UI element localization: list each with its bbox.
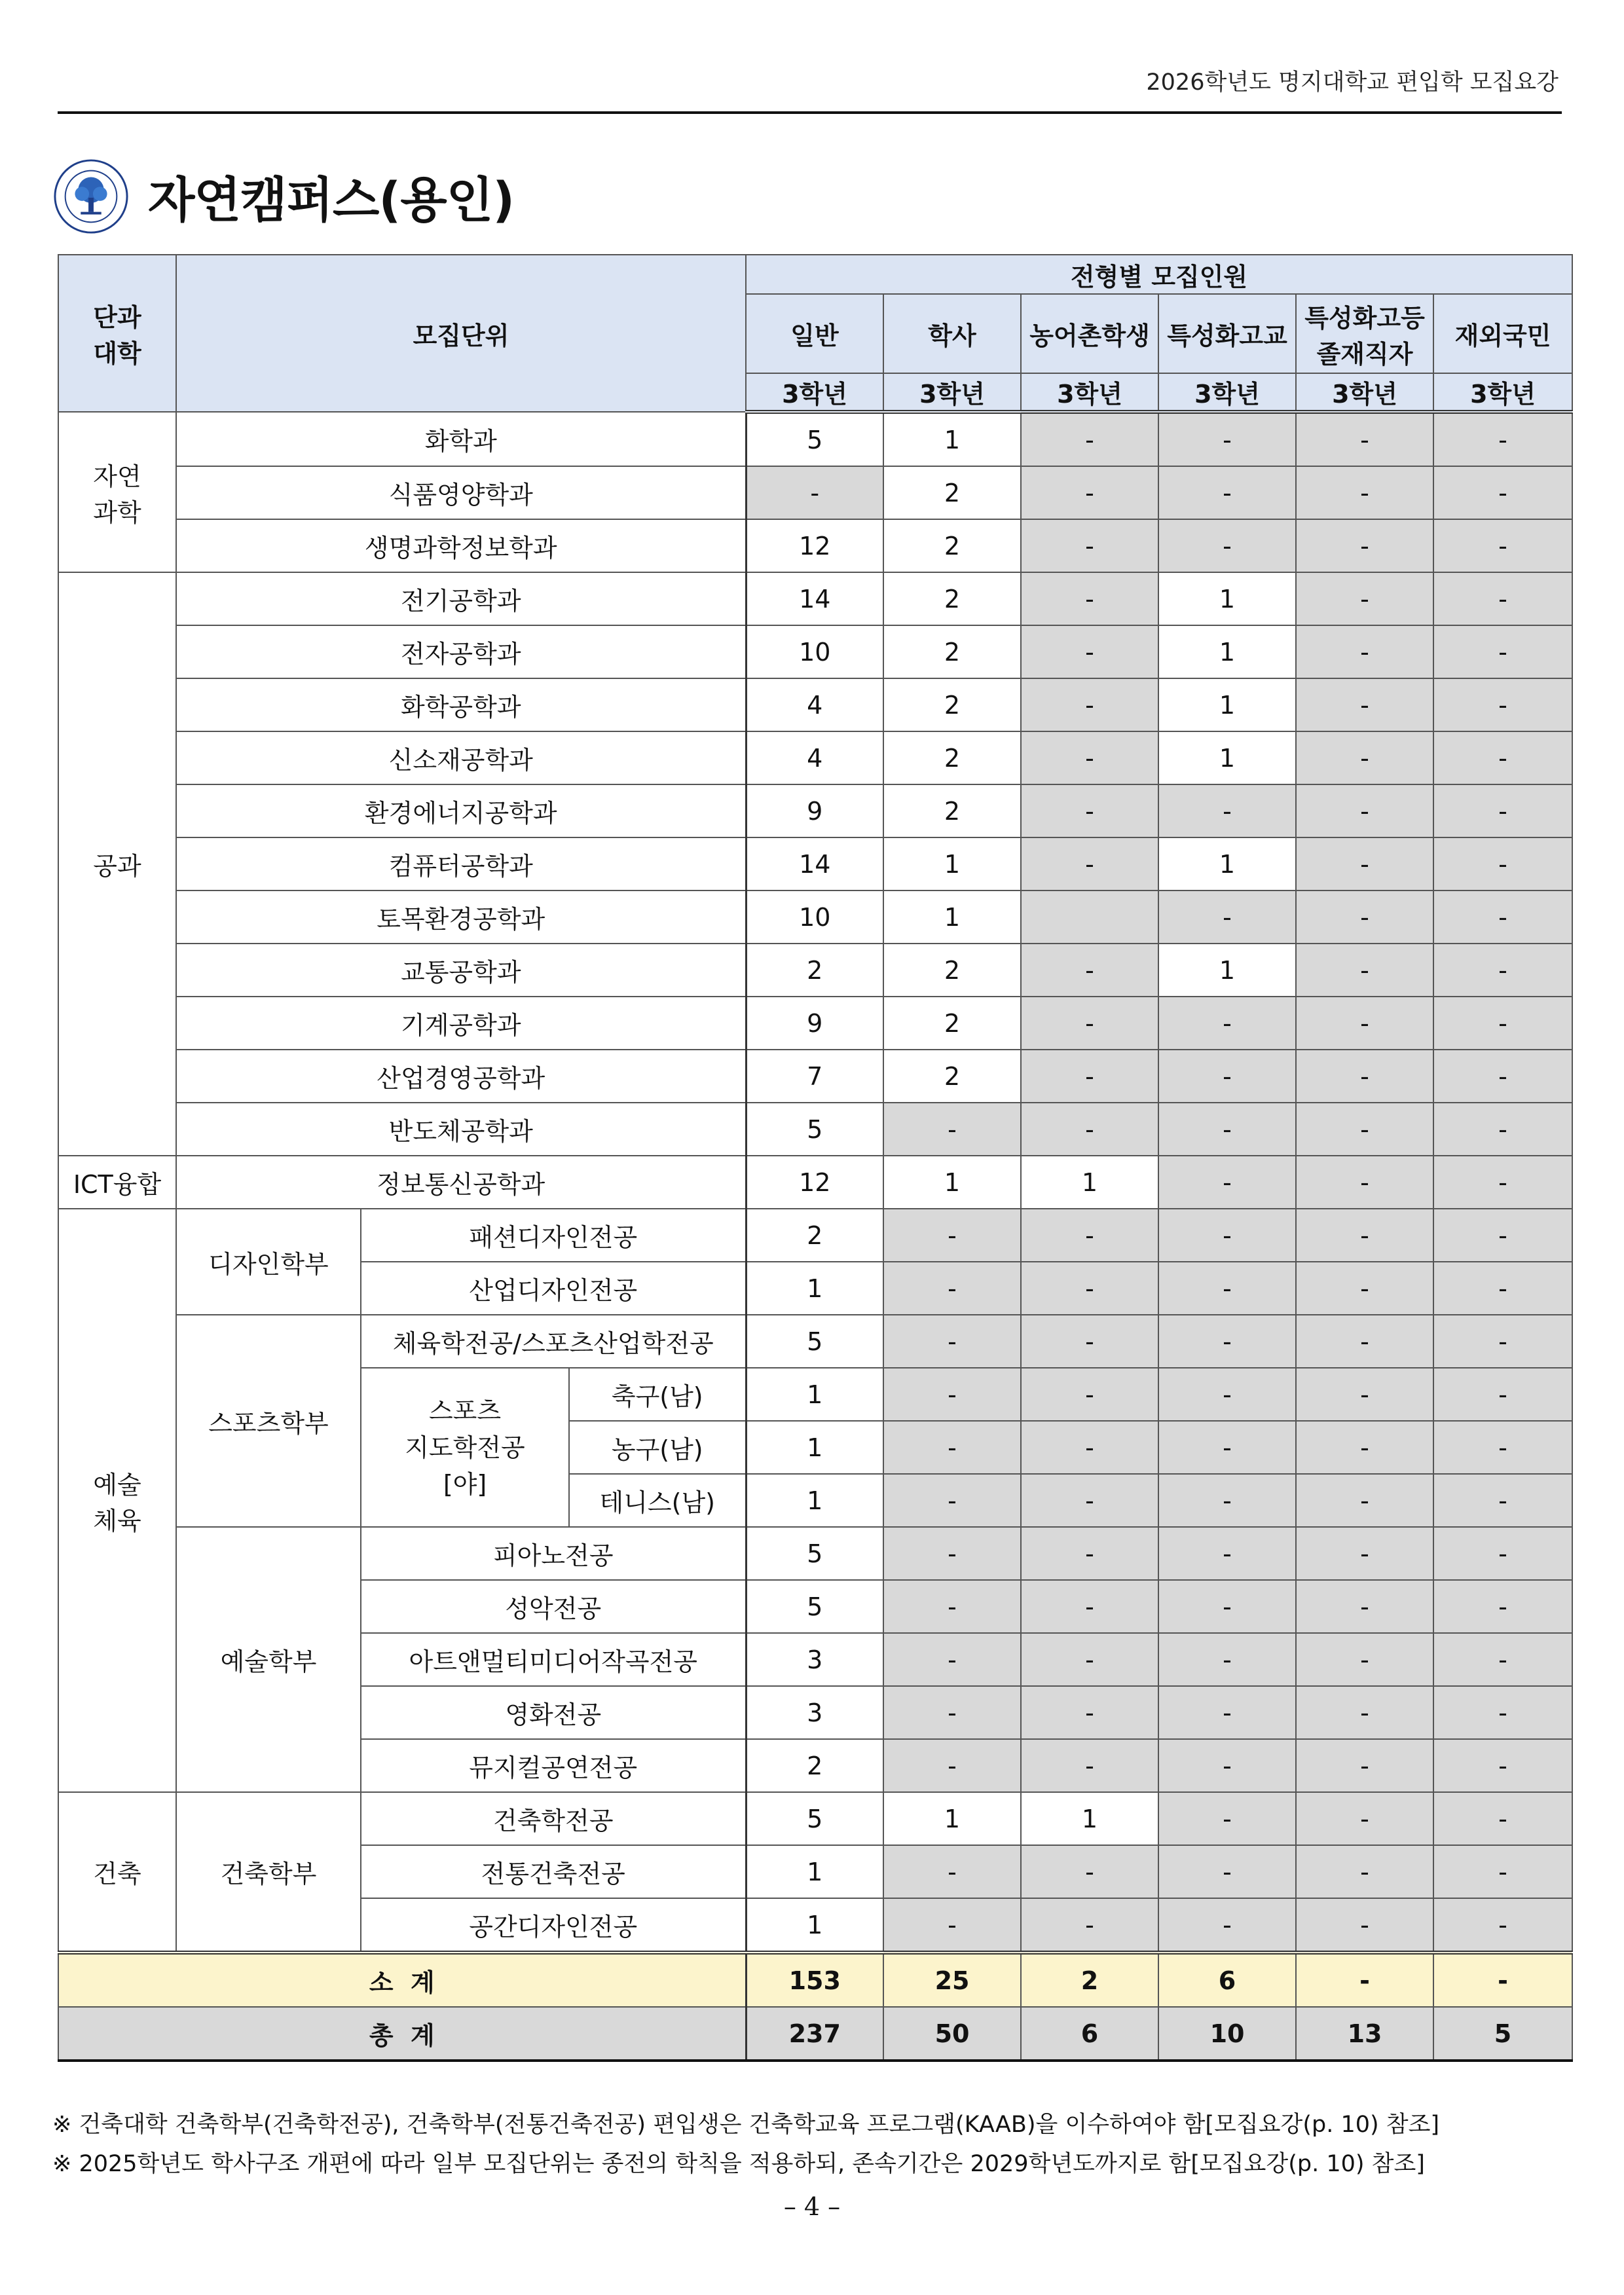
value-cell: - — [1158, 1315, 1296, 1368]
unit-cell: 공간디자인전공 — [361, 1898, 746, 1953]
value-cell: - — [1433, 1156, 1572, 1209]
school-cell: 건축학부 — [176, 1792, 361, 1953]
header-type: 농어촌학생 — [1021, 294, 1158, 373]
value-cell: 1 — [883, 1792, 1021, 1845]
header-type: 학사 — [883, 294, 1021, 373]
value-cell: - — [1433, 1315, 1572, 1368]
unit-cell: 컴퓨터공학과 — [176, 837, 746, 890]
unit-cell: 건축학전공 — [361, 1792, 746, 1845]
value-cell: 5 — [746, 412, 883, 466]
value-cell: - — [1158, 519, 1296, 572]
value-cell: - — [883, 1898, 1021, 1953]
value-cell: - — [1296, 1527, 1433, 1580]
value-cell: - — [1296, 572, 1433, 625]
title-row — [52, 151, 514, 242]
value-cell: - — [1158, 1156, 1296, 1209]
value-cell: 1 — [1158, 625, 1296, 678]
unit-cell: 신소재공학과 — [176, 731, 746, 784]
table-row — [58, 1792, 1572, 1845]
value-cell: - — [1021, 519, 1158, 572]
value-cell: - — [1158, 1368, 1296, 1421]
unit-cell: 생명과학정보학과 — [176, 519, 746, 572]
header-year: 3학년 — [1158, 373, 1296, 412]
table-row — [58, 784, 1572, 837]
value-cell: - — [1021, 997, 1158, 1050]
value-cell: - — [1296, 1686, 1433, 1739]
value-cell: - — [883, 1739, 1021, 1792]
unit-cell: 산업경영공학과 — [176, 1050, 746, 1103]
value-cell: - — [1433, 731, 1572, 784]
total-value: 5 — [1433, 2007, 1572, 2061]
header-year: 3학년 — [746, 373, 883, 412]
table-row — [58, 466, 1572, 519]
unit-cell: 패션디자인전공 — [361, 1209, 746, 1262]
value-cell: 2 — [883, 784, 1021, 837]
value-cell: - — [883, 1103, 1021, 1156]
value-cell: - — [1021, 1368, 1158, 1421]
value-cell: - — [1158, 1845, 1296, 1898]
value-cell: - — [1433, 1527, 1572, 1580]
value-cell: 2 — [883, 625, 1021, 678]
value-cell: 1 — [883, 412, 1021, 466]
header-type: 일반 — [746, 294, 883, 373]
value-cell: - — [1021, 412, 1158, 466]
value-cell: - — [1158, 1739, 1296, 1792]
value-cell: 9 — [746, 997, 883, 1050]
value-cell: - — [883, 1421, 1021, 1474]
school-cell: 예술학부 — [176, 1527, 361, 1792]
value-cell: - — [1296, 1209, 1433, 1262]
value-cell: - — [1433, 784, 1572, 837]
value-cell: - — [1296, 625, 1433, 678]
value-cell: - — [1021, 1050, 1158, 1103]
value-cell: - — [883, 1315, 1021, 1368]
value-cell: - — [1296, 1262, 1433, 1315]
value-cell: - — [746, 466, 883, 519]
value-cell: 1 — [1158, 731, 1296, 784]
value-cell: 1 — [1021, 1792, 1158, 1845]
unit-cell: 기계공학과 — [176, 997, 746, 1050]
unit-cell: 성악전공 — [361, 1580, 746, 1633]
value-cell: - — [1158, 1421, 1296, 1474]
value-cell: 1 — [746, 1262, 883, 1315]
value-cell: 10 — [746, 890, 883, 944]
value-cell: - — [1433, 837, 1572, 890]
school-cell: 디자인학부 — [176, 1209, 361, 1315]
value-cell: 5 — [746, 1315, 883, 1368]
value-cell: 2 — [883, 572, 1021, 625]
table-row — [58, 678, 1572, 731]
page-title: 자연캠퍼스(용인) — [148, 172, 515, 229]
value-cell: 1 — [1158, 837, 1296, 890]
total-row — [58, 2007, 1572, 2061]
table-row — [58, 412, 1572, 466]
table-row — [58, 1209, 1572, 1262]
value-cell: - — [1296, 1103, 1433, 1156]
value-cell: - — [1296, 944, 1433, 997]
value-cell: - — [1021, 784, 1158, 837]
table-body — [58, 412, 1572, 2061]
value-cell: 1 — [746, 1368, 883, 1421]
value-cell: 2 — [883, 519, 1021, 572]
value-cell: - — [1433, 1421, 1572, 1474]
unit-cell: 화학과 — [176, 412, 746, 466]
table-row — [58, 572, 1572, 625]
value-cell: - — [1433, 1739, 1572, 1792]
value-cell: 1 — [1158, 678, 1296, 731]
value-cell: - — [1296, 890, 1433, 944]
header-type: 특성화고등 졸재직자 — [1296, 294, 1433, 373]
header-group: 전형별 모집인원 — [746, 255, 1572, 294]
unit-cell: 축구(남) — [569, 1368, 746, 1421]
value-cell: 9 — [746, 784, 883, 837]
value-cell: - — [1433, 1474, 1572, 1527]
value-cell: - — [1021, 466, 1158, 519]
unit-cell: 뮤지컬공연전공 — [361, 1739, 746, 1792]
value-cell: - — [1158, 1792, 1296, 1845]
table-row — [58, 519, 1572, 572]
value-cell: 10 — [746, 625, 883, 678]
value-cell: - — [1021, 1739, 1158, 1792]
unit-cell: 반도체공학과 — [176, 1103, 746, 1156]
value-cell: 1 — [746, 1421, 883, 1474]
running-header: 2026학년도 명지대학교 편입학 모집요강 — [1146, 69, 1559, 96]
value-cell: - — [1433, 1368, 1572, 1421]
value-cell: 1 — [883, 837, 1021, 890]
subtotal-value: 6 — [1158, 1953, 1296, 2007]
page-number: – 4 – — [783, 2192, 841, 2221]
footnote: ※ 2025학년도 학사구조 개편에 따라 일부 모집단위는 종전의 학칙을 적용하되, 존속기간은 2029학년도까지로 함[모집요강(p. 10) 참조] — [52, 2151, 1425, 2177]
table-row — [58, 1050, 1572, 1103]
college-cell: 예술 체육 — [58, 1209, 176, 1792]
footnotes — [52, 2105, 1439, 2184]
value-cell: - — [1021, 678, 1158, 731]
table-row — [58, 944, 1572, 997]
subtotal-value: 153 — [746, 1953, 883, 2007]
unit-cell: 피아노전공 — [361, 1527, 746, 1580]
value-cell: - — [1433, 1898, 1572, 1953]
value-cell: 12 — [746, 519, 883, 572]
header-type: 재외국민 — [1433, 294, 1572, 373]
value-cell: - — [1158, 1633, 1296, 1686]
value-cell: - — [1158, 1527, 1296, 1580]
value-cell: - — [883, 1474, 1021, 1527]
header-type: 특성화고교 — [1158, 294, 1296, 373]
table-row — [58, 1103, 1572, 1156]
unit-cell: 영화전공 — [361, 1686, 746, 1739]
footnote: ※ 건축대학 건축학부(건축학전공), 건축학부(전통건축전공) 편입생은 건축학교육 프로그램(KAAB)을 이수하여야 함[모집요강(p. 10) 참조] — [52, 2112, 1440, 2138]
header-year: 3학년 — [1296, 373, 1433, 412]
header-year: 3학년 — [1433, 373, 1572, 412]
value-cell: 2 — [883, 731, 1021, 784]
table-row — [58, 625, 1572, 678]
value-cell: 12 — [746, 1156, 883, 1209]
value-cell: - — [1021, 1421, 1158, 1474]
header-year: 3학년 — [883, 373, 1021, 412]
value-cell: - — [1021, 1209, 1158, 1262]
value-cell: - — [1433, 890, 1572, 944]
value-cell: - — [1021, 731, 1158, 784]
major-cell: 스포츠 지도학전공 [야] — [361, 1368, 569, 1527]
value-cell: 2 — [883, 1050, 1021, 1103]
value-cell: - — [1158, 1262, 1296, 1315]
table-row — [58, 837, 1572, 890]
unit-cell: 정보통신공학과 — [176, 1156, 746, 1209]
value-cell: - — [1433, 466, 1572, 519]
total-value: 50 — [883, 2007, 1021, 2061]
value-cell: 2 — [746, 1739, 883, 1792]
value-cell: 2 — [883, 466, 1021, 519]
value-cell: 1 — [883, 890, 1021, 944]
value-cell: - — [1021, 1262, 1158, 1315]
unit-cell: 교통공학과 — [176, 944, 746, 997]
subtotal-row — [58, 1953, 1572, 2007]
value-cell: - — [1021, 1580, 1158, 1633]
value-cell: - — [1433, 572, 1572, 625]
value-cell: 1 — [746, 1845, 883, 1898]
value-cell: - — [1021, 1898, 1158, 1953]
value-cell: - — [1021, 1527, 1158, 1580]
value-cell: - — [883, 1368, 1021, 1421]
subtotal-value: - — [1433, 1953, 1572, 2007]
value-cell: - — [1158, 466, 1296, 519]
value-cell: - — [1296, 1792, 1433, 1845]
total-value: 6 — [1021, 2007, 1158, 2061]
value-cell: 2 — [746, 1209, 883, 1262]
value-cell: - — [1296, 1845, 1433, 1898]
value-cell: - — [883, 1845, 1021, 1898]
value-cell: - — [1158, 1686, 1296, 1739]
value-cell: - — [1158, 1103, 1296, 1156]
value-cell: - — [1296, 837, 1433, 890]
value-cell: - — [1158, 412, 1296, 466]
value-cell: - — [1296, 1739, 1433, 1792]
value-cell: - — [883, 1633, 1021, 1686]
value-cell: - — [1296, 784, 1433, 837]
value-cell: 1 — [746, 1474, 883, 1527]
value-cell: 1 — [1021, 1156, 1158, 1209]
value-cell: - — [1158, 890, 1296, 944]
value-cell: 4 — [746, 731, 883, 784]
value-cell: - — [1433, 1262, 1572, 1315]
unit-cell: 환경에너지공학과 — [176, 784, 746, 837]
value-cell: - — [1021, 1315, 1158, 1368]
table-row — [58, 731, 1572, 784]
value-cell: - — [1296, 1474, 1433, 1527]
value-cell: 2 — [746, 944, 883, 997]
value-cell: - — [1433, 1580, 1572, 1633]
value-cell: - — [1296, 1898, 1433, 1953]
subtotal-value: 25 — [883, 1953, 1021, 2007]
value-cell: 14 — [746, 837, 883, 890]
unit-cell: 테니스(남) — [569, 1474, 746, 1527]
value-cell: - — [1433, 1209, 1572, 1262]
table-row — [58, 1156, 1572, 1209]
unit-cell: 전자공학과 — [176, 625, 746, 678]
value-cell: 5 — [746, 1527, 883, 1580]
value-cell: - — [1158, 784, 1296, 837]
unit-cell: 전통건축전공 — [361, 1845, 746, 1898]
value-cell: - — [883, 1580, 1021, 1633]
value-cell: 1 — [883, 1156, 1021, 1209]
subtotal-value: - — [1296, 1953, 1433, 2007]
myongji-university-emblem-icon — [52, 158, 130, 235]
unit-cell: 전기공학과 — [176, 572, 746, 625]
value-cell: - — [1296, 1633, 1433, 1686]
value-cell: - — [883, 1527, 1021, 1580]
value-cell: - — [1021, 625, 1158, 678]
school-cell: 스포츠학부 — [176, 1315, 361, 1527]
value-cell: - — [1296, 1315, 1433, 1368]
value-cell: 1 — [1158, 944, 1296, 997]
value-cell: - — [1433, 678, 1572, 731]
value-cell: - — [883, 1209, 1021, 1262]
total-value: 10 — [1158, 2007, 1296, 2061]
value-cell: - — [1433, 1633, 1572, 1686]
header-college: 단과 대학 — [58, 255, 176, 412]
college-cell: 공과 — [58, 572, 176, 1156]
value-cell: - — [883, 1686, 1021, 1739]
unit-cell: 체육학전공/스포츠산업학전공 — [361, 1315, 746, 1368]
value-cell: - — [1433, 519, 1572, 572]
value-cell: - — [1158, 1050, 1296, 1103]
value-cell: - — [1296, 1421, 1433, 1474]
value-cell: - — [1296, 997, 1433, 1050]
value-cell: - — [1296, 519, 1433, 572]
value-cell: - — [1433, 944, 1572, 997]
recruitment-table — [58, 254, 1573, 2062]
value-cell: - — [1296, 1050, 1433, 1103]
unit-cell: 식품영양학과 — [176, 466, 746, 519]
value-cell: - — [1158, 1580, 1296, 1633]
value-cell: 1 — [746, 1898, 883, 1953]
value-cell: - — [1158, 1209, 1296, 1262]
unit-cell: 토목환경공학과 — [176, 890, 746, 944]
value-cell: 5 — [746, 1792, 883, 1845]
table-row — [58, 1527, 1572, 1580]
table-row — [58, 1315, 1572, 1368]
value-cell: - — [1433, 412, 1572, 466]
value-cell: 2 — [883, 997, 1021, 1050]
value-cell: - — [1433, 1792, 1572, 1845]
value-cell: - — [1296, 1580, 1433, 1633]
value-cell: - — [1021, 1845, 1158, 1898]
table-row — [58, 997, 1572, 1050]
total-label: 총 계 — [58, 2007, 746, 2061]
value-cell: - — [1433, 1845, 1572, 1898]
unit-cell: 아트앤멀티미디어작곡전공 — [361, 1633, 746, 1686]
table-row — [58, 890, 1572, 944]
value-cell: - — [1021, 1633, 1158, 1686]
value-cell: 3 — [746, 1686, 883, 1739]
value-cell: - — [1296, 466, 1433, 519]
college-cell: ICT융합 — [58, 1156, 176, 1209]
value-cell: 2 — [883, 944, 1021, 997]
header-divider — [58, 111, 1562, 114]
value-cell: 7 — [746, 1050, 883, 1103]
value-cell: - — [1021, 1686, 1158, 1739]
value-cell: - — [1021, 1103, 1158, 1156]
value-cell: 3 — [746, 1633, 883, 1686]
value-cell: - — [1021, 1474, 1158, 1527]
college-cell: 건축 — [58, 1792, 176, 1953]
unit-cell: 화학공학과 — [176, 678, 746, 731]
value-cell: 5 — [746, 1103, 883, 1156]
total-value: 237 — [746, 2007, 883, 2061]
total-value: 13 — [1296, 2007, 1433, 2061]
unit-cell: 산업디자인전공 — [361, 1262, 746, 1315]
subtotal-label: 소 계 — [58, 1953, 746, 2007]
value-cell: 1 — [1158, 572, 1296, 625]
value-cell: - — [1158, 1474, 1296, 1527]
value-cell: - — [883, 1262, 1021, 1315]
value-cell: 4 — [746, 678, 883, 731]
value-cell: - — [1021, 572, 1158, 625]
value-cell: - — [1158, 1898, 1296, 1953]
value-cell: - — [1158, 997, 1296, 1050]
header-year: 3학년 — [1021, 373, 1158, 412]
subtotal-value: 2 — [1021, 1953, 1158, 2007]
value-cell: - — [1021, 837, 1158, 890]
value-cell — [1021, 890, 1158, 944]
value-cell: - — [1433, 1686, 1572, 1739]
value-cell: 5 — [746, 1580, 883, 1633]
value-cell: - — [1433, 1103, 1572, 1156]
value-cell: - — [1296, 1368, 1433, 1421]
value-cell: - — [1021, 944, 1158, 997]
value-cell: 14 — [746, 572, 883, 625]
value-cell: - — [1433, 625, 1572, 678]
value-cell: - — [1296, 1156, 1433, 1209]
header-unit: 모집단위 — [176, 255, 746, 412]
college-cell: 자연 과학 — [58, 412, 176, 572]
value-cell: - — [1433, 997, 1572, 1050]
value-cell: - — [1296, 731, 1433, 784]
value-cell: - — [1433, 1050, 1572, 1103]
value-cell: 2 — [883, 678, 1021, 731]
value-cell: - — [1296, 412, 1433, 466]
value-cell: - — [1296, 678, 1433, 731]
unit-cell: 농구(남) — [569, 1421, 746, 1474]
